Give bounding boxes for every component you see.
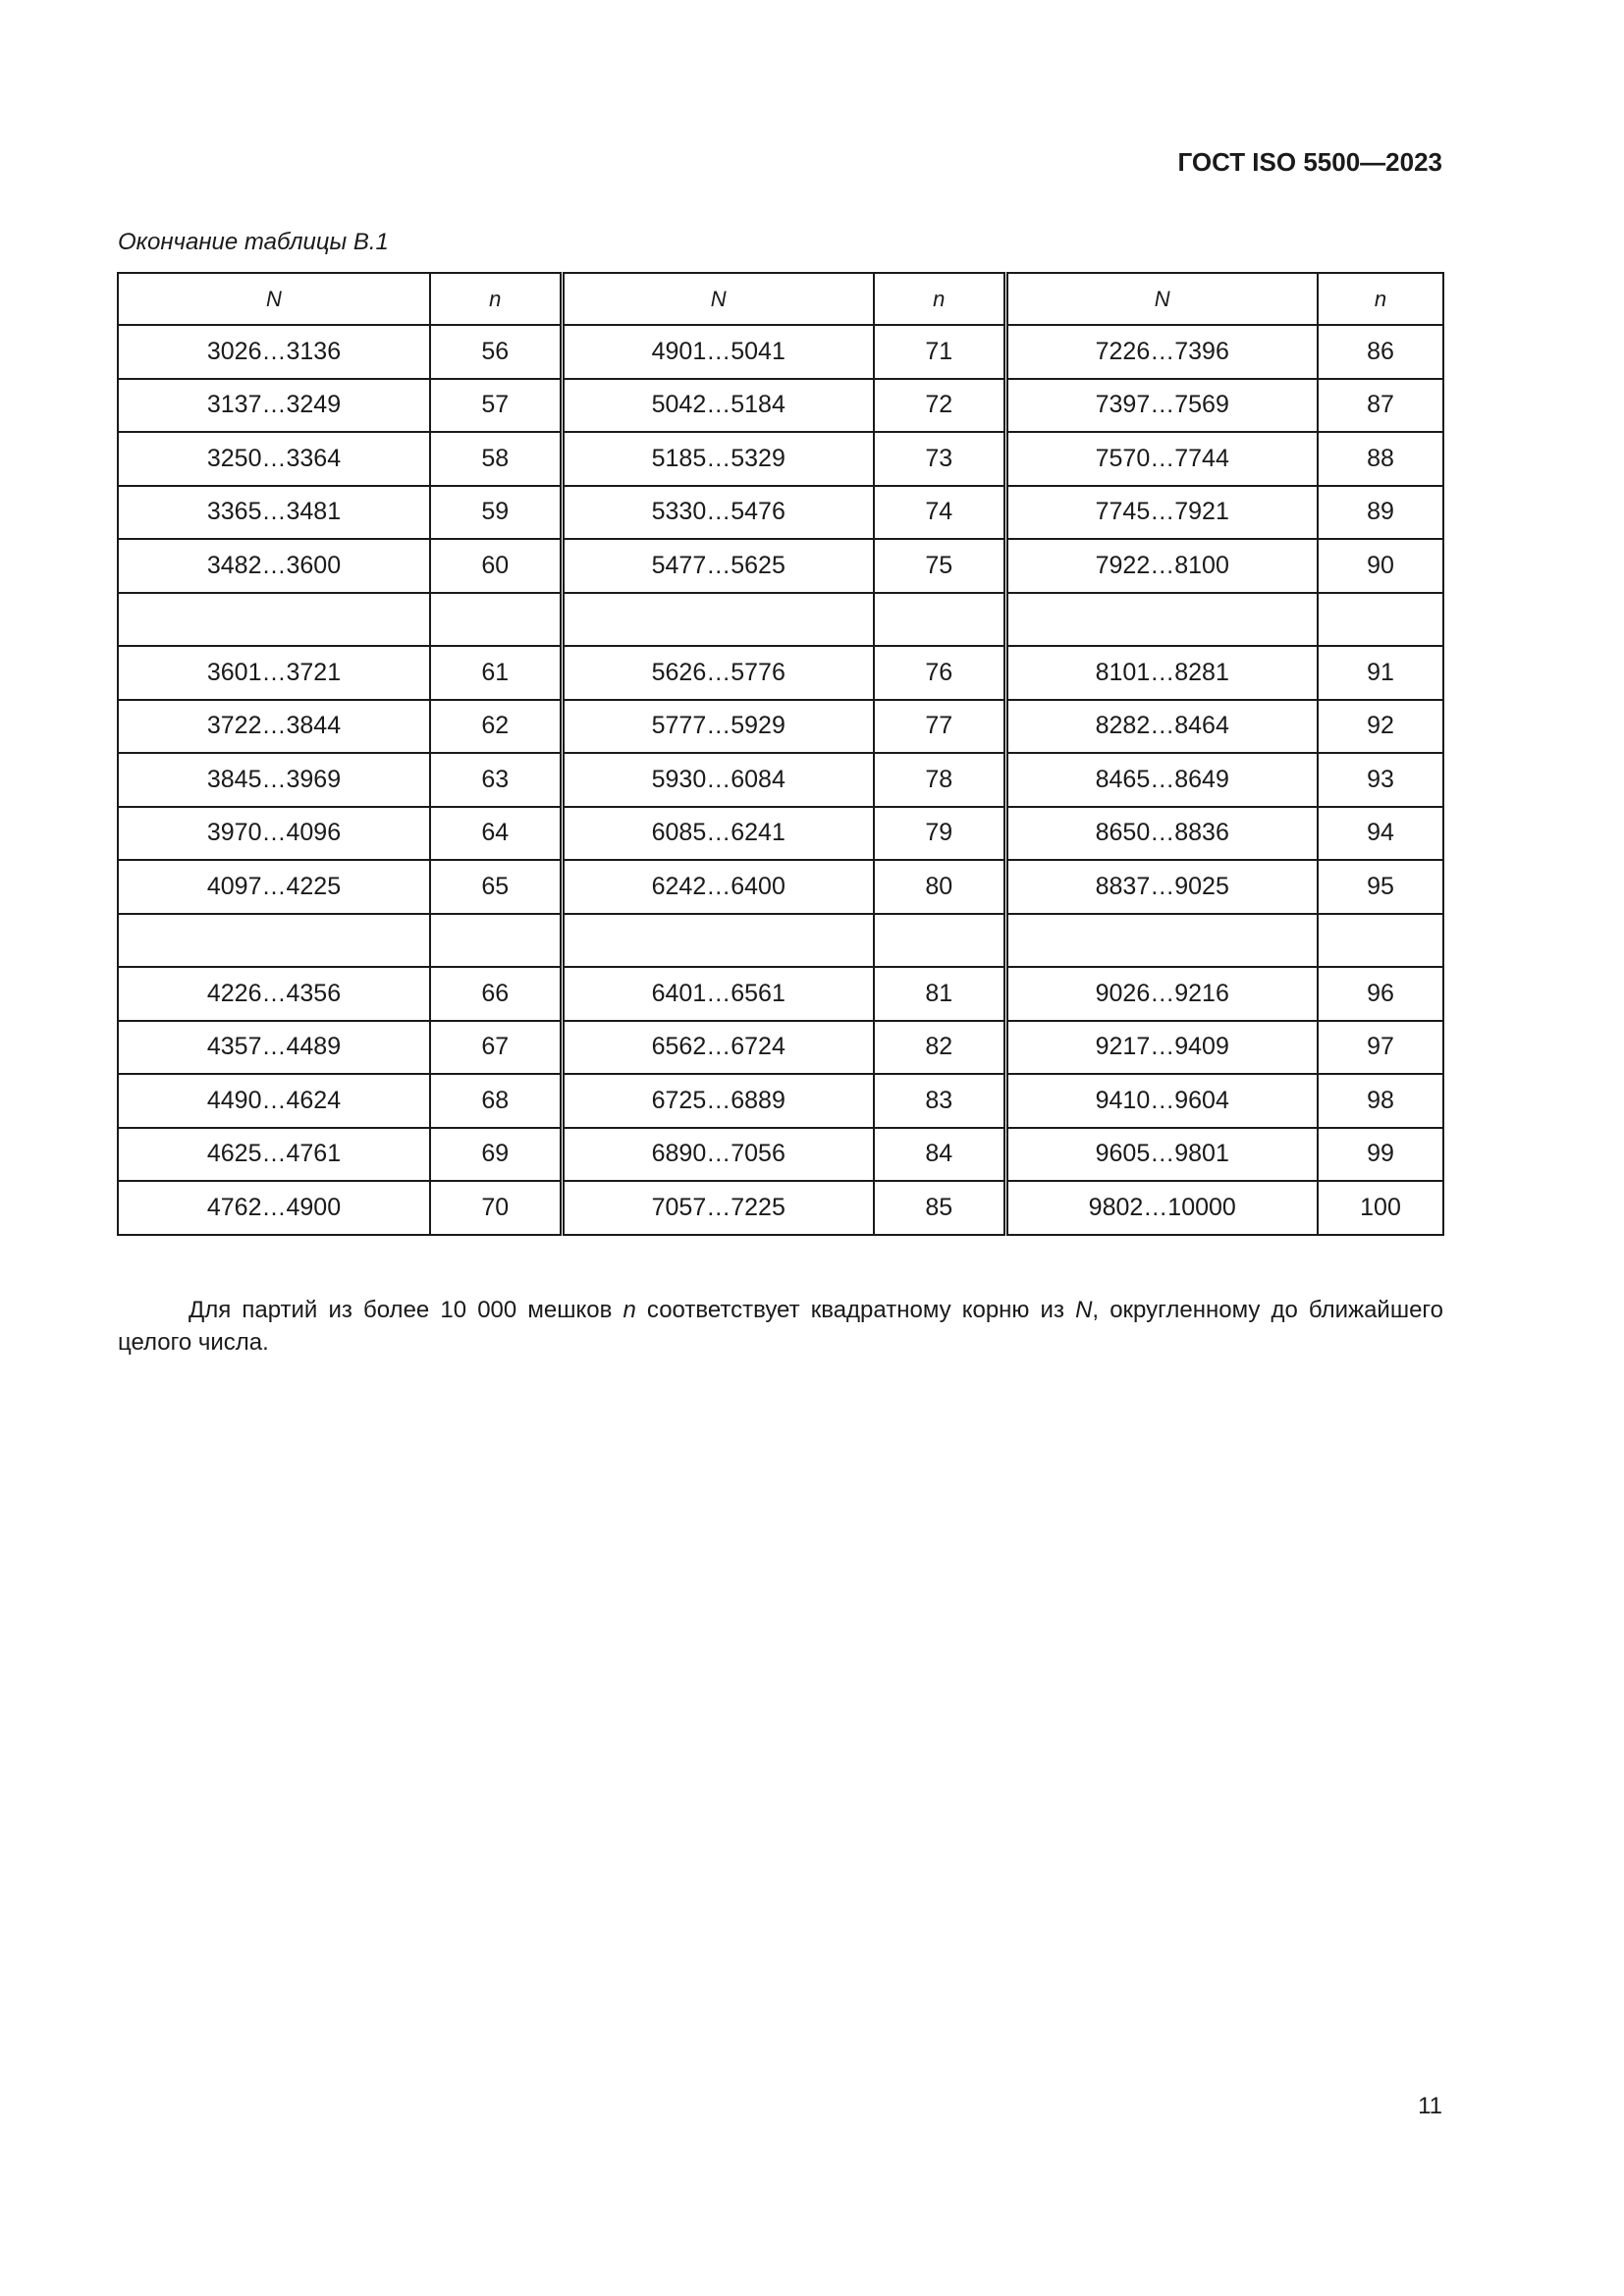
table-cell-sample-size: 75 — [874, 539, 1005, 593]
table-cell-sample-size: 77 — [874, 700, 1005, 754]
table-cell-sample-size: 61 — [430, 646, 562, 700]
table-caption: Окончание таблицы В.1 — [118, 229, 389, 255]
table-cell-lot-size-range: 7745…7921 — [1005, 486, 1318, 540]
table-cell-lot-size-range: 5042…5184 — [562, 379, 874, 433]
table-cell-lot-size-range: 5777…5929 — [562, 700, 874, 754]
table-cell-sample-size: 64 — [430, 807, 562, 861]
table-body — [118, 325, 1443, 1235]
table-cell-sample-size: 98 — [1318, 1074, 1443, 1128]
table-cell-empty — [874, 914, 1005, 968]
table-cell-lot-size-range: 6242…6400 — [562, 860, 874, 914]
table-cell-lot-size-range: 5330…5476 — [562, 486, 874, 540]
note-text: , округленному до ближайшего целого числа. — [118, 1297, 1443, 1356]
table-cell-sample-size: 92 — [1318, 700, 1443, 754]
table-cell-lot-size-range: 7397…7569 — [1005, 379, 1318, 433]
table-row — [118, 325, 1443, 379]
table-cell-empty — [1005, 914, 1318, 968]
document-code-header: ГОСТ ISO 5500—2023 — [1177, 147, 1442, 177]
table-cell-lot-size-range: 7570…7744 — [1005, 432, 1318, 486]
table-cell-sample-size: 67 — [430, 1021, 562, 1075]
table-cell-empty — [118, 593, 430, 647]
table-cell-sample-size: 89 — [1318, 486, 1443, 540]
note-text: Для партий из более 10 000 мешков — [189, 1297, 623, 1323]
table-row — [118, 807, 1443, 861]
table-cell-lot-size-range: 3482…3600 — [118, 539, 430, 593]
table-cell-sample-size: 84 — [874, 1128, 1005, 1182]
table-cell-lot-size-range: 6085…6241 — [562, 807, 874, 861]
table-cell-sample-size: 94 — [1318, 807, 1443, 861]
table-cell-sample-size: 79 — [874, 807, 1005, 861]
note-text: соответствует квадратному корню из — [635, 1297, 1076, 1323]
table-cell-lot-size-range: 3970…4096 — [118, 807, 430, 861]
table-cell-lot-size-range: 8101…8281 — [1005, 646, 1318, 700]
column-header-N: N — [118, 273, 430, 325]
table-cell-empty — [118, 914, 430, 968]
table-cell-sample-size: 70 — [430, 1181, 562, 1235]
sample-size-table — [117, 272, 1444, 1236]
table-cell-sample-size: 91 — [1318, 646, 1443, 700]
column-header-N: N — [562, 273, 874, 325]
table-cell-lot-size-range: 4625…4761 — [118, 1128, 430, 1182]
table-row — [118, 700, 1443, 754]
column-header-N: N — [1005, 273, 1318, 325]
table-cell-lot-size-range: 4490…4624 — [118, 1074, 430, 1128]
table-cell-sample-size: 68 — [430, 1074, 562, 1128]
table-cell-sample-size: 72 — [874, 379, 1005, 433]
table-row — [118, 1181, 1443, 1235]
table-note — [118, 1294, 1443, 1359]
table-cell-sample-size: 93 — [1318, 753, 1443, 807]
table-cell-lot-size-range: 4226…4356 — [118, 967, 430, 1021]
column-header-n: n — [1318, 273, 1443, 325]
table-spacer-row — [118, 593, 1443, 647]
table-cell-sample-size: 59 — [430, 486, 562, 540]
table-cell-lot-size-range: 6562…6724 — [562, 1021, 874, 1075]
table-cell-sample-size: 80 — [874, 860, 1005, 914]
table-cell-sample-size: 96 — [1318, 967, 1443, 1021]
page-number: 11 — [1418, 2093, 1442, 2119]
table-cell-lot-size-range: 9410…9604 — [1005, 1074, 1318, 1128]
column-header-n: n — [874, 273, 1005, 325]
table-cell-empty — [1318, 914, 1443, 968]
table-cell-lot-size-range: 7057…7225 — [562, 1181, 874, 1235]
table-cell-lot-size-range: 3601…3721 — [118, 646, 430, 700]
table-cell-lot-size-range: 9026…9216 — [1005, 967, 1318, 1021]
table-header-row — [118, 273, 1443, 325]
table-cell-sample-size: 63 — [430, 753, 562, 807]
table-cell-sample-size: 86 — [1318, 325, 1443, 379]
note-variable-N: N — [1075, 1297, 1093, 1323]
table-cell-sample-size: 58 — [430, 432, 562, 486]
table-cell-lot-size-range: 9605…9801 — [1005, 1128, 1318, 1182]
table-row — [118, 539, 1443, 593]
column-header-n: n — [430, 273, 562, 325]
table-row — [118, 432, 1443, 486]
table-cell-sample-size: 97 — [1318, 1021, 1443, 1075]
table-row — [118, 1128, 1443, 1182]
table-cell-empty — [874, 593, 1005, 647]
table-cell-empty — [430, 593, 562, 647]
table-row — [118, 753, 1443, 807]
table-cell-sample-size: 76 — [874, 646, 1005, 700]
table-cell-sample-size: 82 — [874, 1021, 1005, 1075]
table-cell-lot-size-range: 3026…3136 — [118, 325, 430, 379]
table-cell-lot-size-range: 8465…8649 — [1005, 753, 1318, 807]
table-cell-sample-size: 99 — [1318, 1128, 1443, 1182]
table-cell-lot-size-range: 8837…9025 — [1005, 860, 1318, 914]
table-spacer-row — [118, 914, 1443, 968]
table-cell-sample-size: 81 — [874, 967, 1005, 1021]
table-cell-lot-size-range: 3365…3481 — [118, 486, 430, 540]
table-cell-lot-size-range: 9217…9409 — [1005, 1021, 1318, 1075]
table-cell-empty — [1318, 593, 1443, 647]
table-cell-sample-size: 74 — [874, 486, 1005, 540]
table-cell-sample-size: 87 — [1318, 379, 1443, 433]
table-cell-empty — [562, 914, 874, 968]
table-cell-lot-size-range: 3845…3969 — [118, 753, 430, 807]
table-cell-lot-size-range: 5477…5625 — [562, 539, 874, 593]
table-cell-lot-size-range: 9802…10000 — [1005, 1181, 1318, 1235]
table-cell-sample-size: 73 — [874, 432, 1005, 486]
table-cell-lot-size-range: 4097…4225 — [118, 860, 430, 914]
table-cell-sample-size: 69 — [430, 1128, 562, 1182]
table-cell-lot-size-range: 5185…5329 — [562, 432, 874, 486]
table-cell-lot-size-range: 8282…8464 — [1005, 700, 1318, 754]
table-row — [118, 967, 1443, 1021]
table-cell-sample-size: 60 — [430, 539, 562, 593]
table-cell-sample-size: 100 — [1318, 1181, 1443, 1235]
table-cell-sample-size: 85 — [874, 1181, 1005, 1235]
table-cell-sample-size: 88 — [1318, 432, 1443, 486]
table-cell-empty — [1005, 593, 1318, 647]
table-cell-lot-size-range: 7226…7396 — [1005, 325, 1318, 379]
table-cell-lot-size-range: 4357…4489 — [118, 1021, 430, 1075]
table-row — [118, 486, 1443, 540]
table-cell-lot-size-range: 3250…3364 — [118, 432, 430, 486]
table-cell-lot-size-range: 3722…3844 — [118, 700, 430, 754]
table-row — [118, 1021, 1443, 1075]
table-cell-lot-size-range: 4762…4900 — [118, 1181, 430, 1235]
table-cell-empty — [430, 914, 562, 968]
table-cell-lot-size-range: 6401…6561 — [562, 967, 874, 1021]
table-cell-sample-size: 65 — [430, 860, 562, 914]
table-cell-sample-size: 56 — [430, 325, 562, 379]
table-row — [118, 646, 1443, 700]
table-cell-lot-size-range: 4901…5041 — [562, 325, 874, 379]
table-cell-lot-size-range: 6725…6889 — [562, 1074, 874, 1128]
table-cell-sample-size: 78 — [874, 753, 1005, 807]
table-row — [118, 860, 1443, 914]
table-cell-sample-size: 90 — [1318, 539, 1443, 593]
table-cell-lot-size-range: 8650…8836 — [1005, 807, 1318, 861]
table-cell-lot-size-range: 5626…5776 — [562, 646, 874, 700]
note-variable-n: n — [623, 1297, 636, 1323]
table-row — [118, 379, 1443, 433]
table-cell-sample-size: 66 — [430, 967, 562, 1021]
table-cell-sample-size: 95 — [1318, 860, 1443, 914]
table-cell-sample-size: 83 — [874, 1074, 1005, 1128]
table-cell-empty — [562, 593, 874, 647]
table-cell-lot-size-range: 5930…6084 — [562, 753, 874, 807]
table-cell-lot-size-range: 7922…8100 — [1005, 539, 1318, 593]
table-cell-lot-size-range: 3137…3249 — [118, 379, 430, 433]
table-cell-lot-size-range: 6890…7056 — [562, 1128, 874, 1182]
table-cell-sample-size: 57 — [430, 379, 562, 433]
table-cell-sample-size: 71 — [874, 325, 1005, 379]
table-row — [118, 1074, 1443, 1128]
table-cell-sample-size: 62 — [430, 700, 562, 754]
